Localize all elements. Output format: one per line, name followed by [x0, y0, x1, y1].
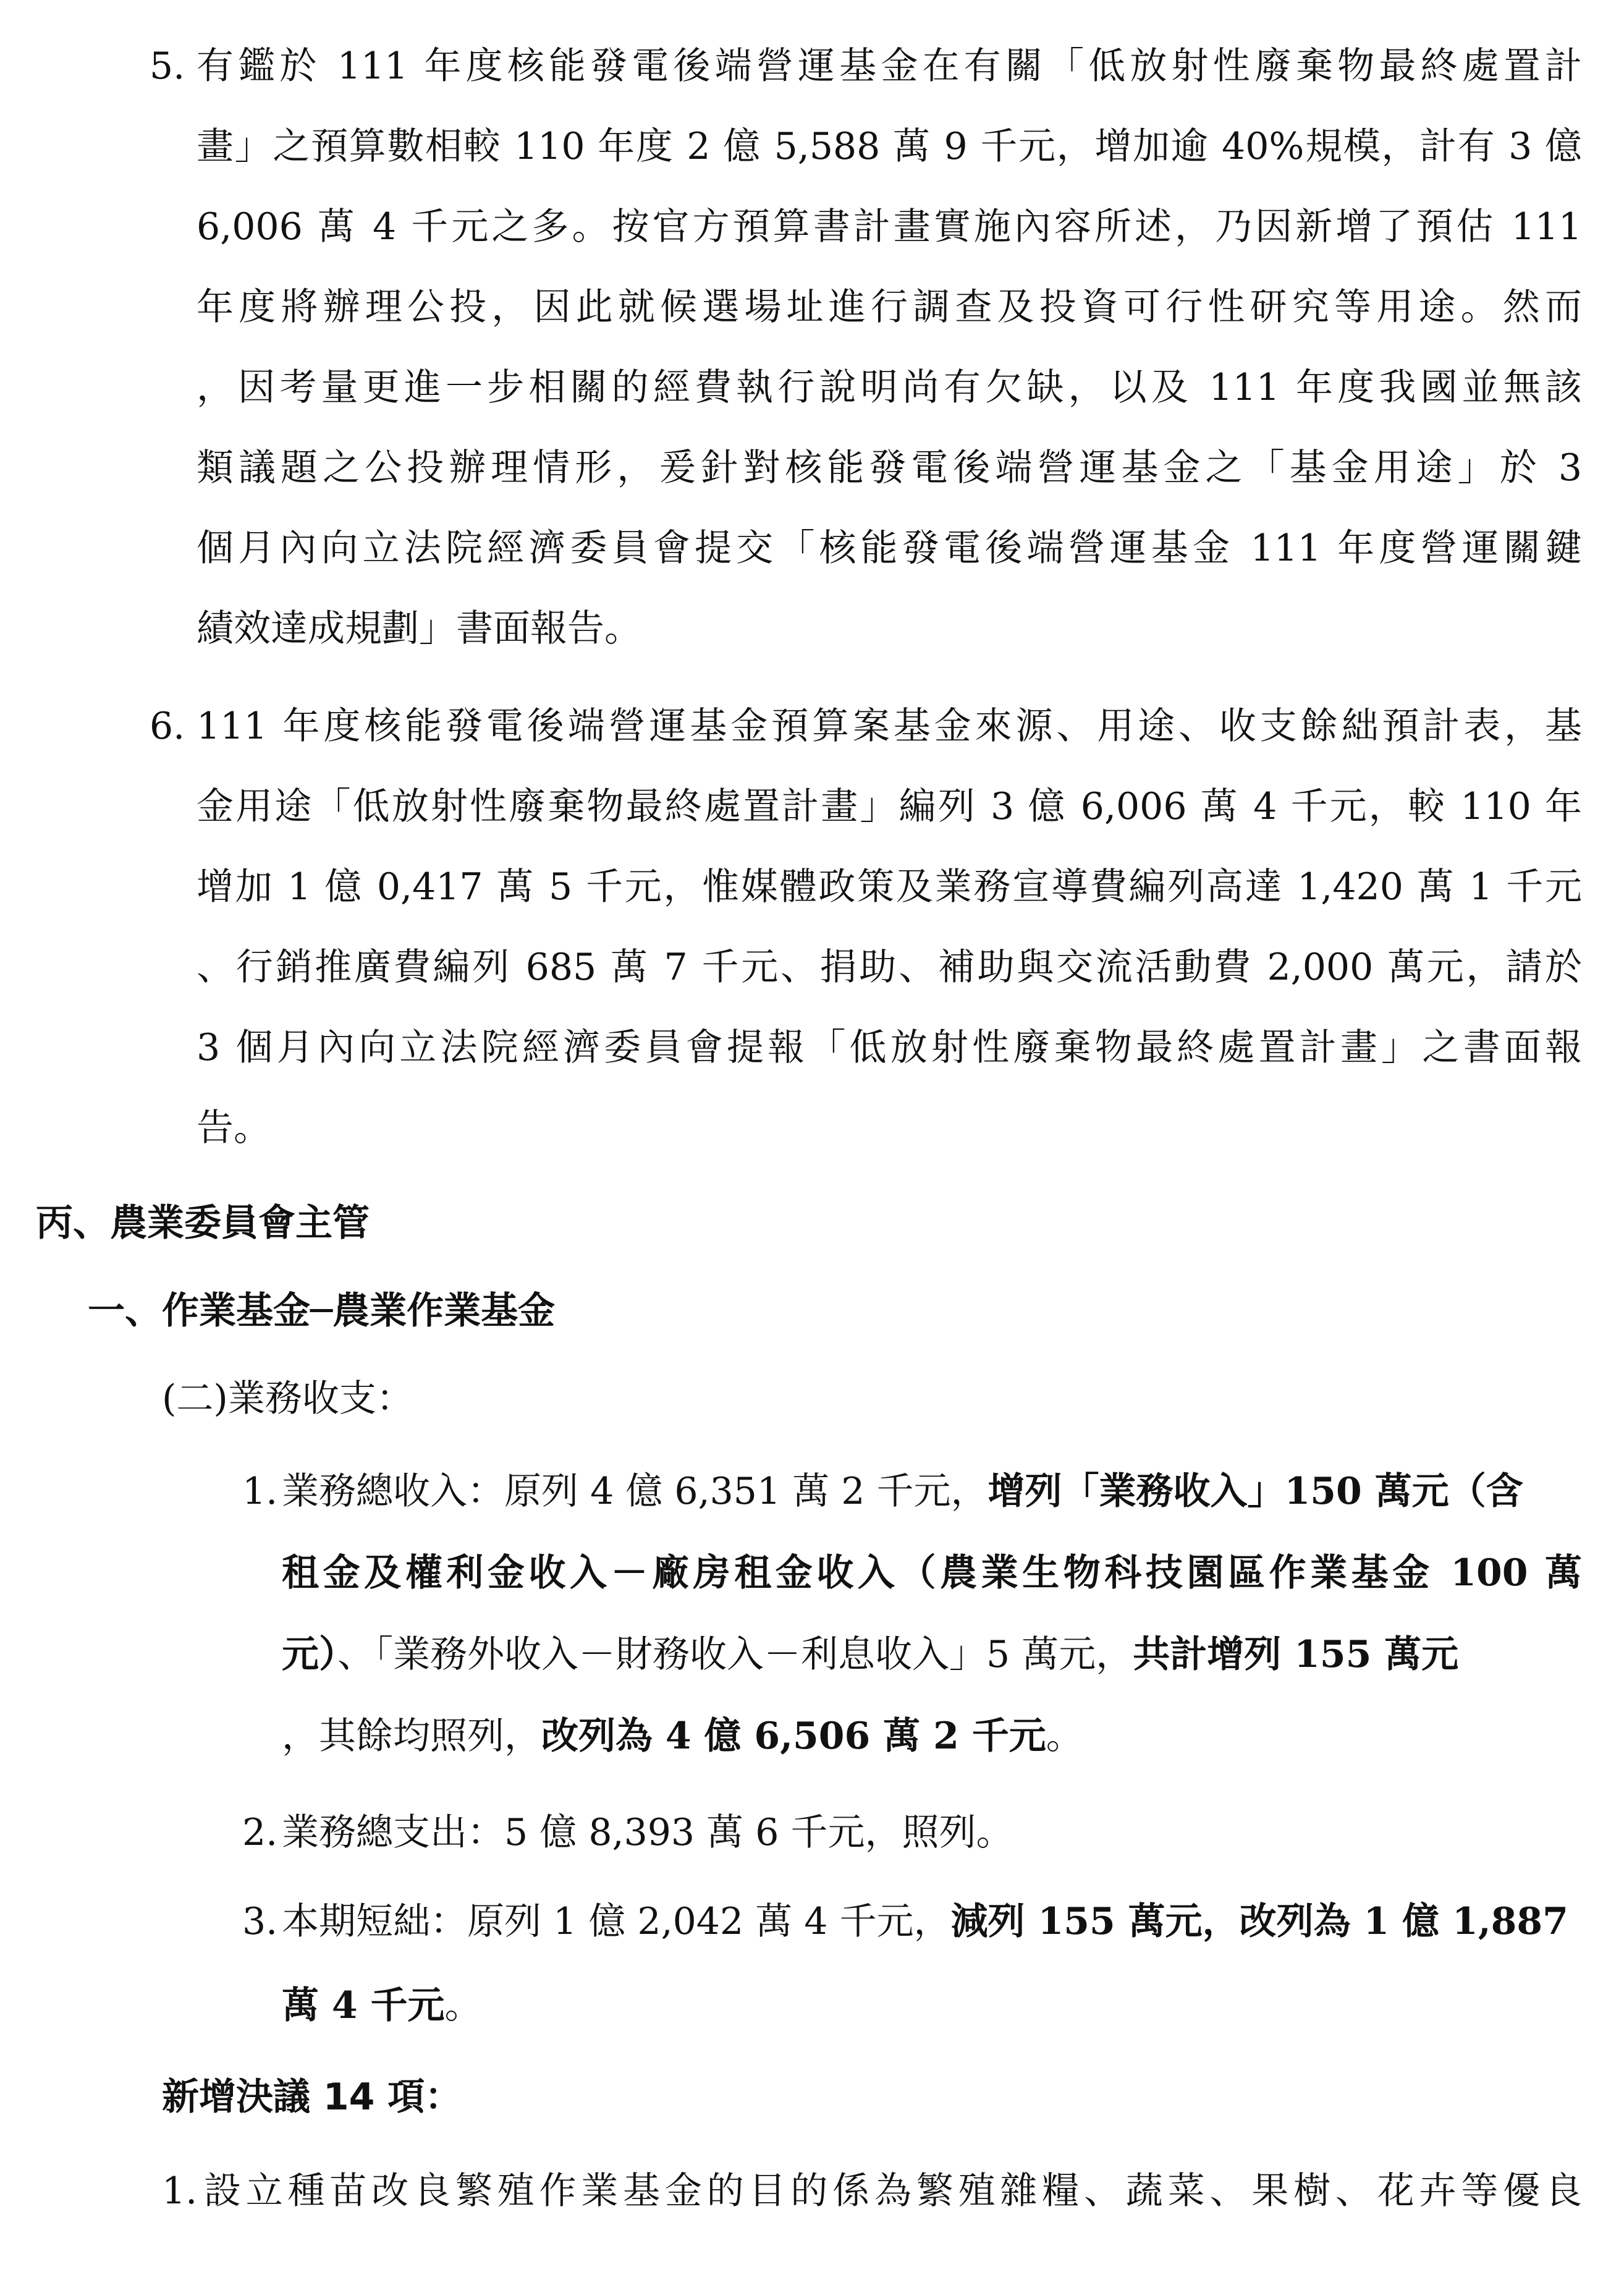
item-1-text: 、「業務外收入－財務收入－利息收入」5 萬元， [337, 1633, 1133, 1676]
heading-business-income-expense: (二)業務收支： [162, 1377, 413, 1420]
item-1-bold-text: 增列「業務收入」150 萬元（含 [988, 1470, 1523, 1513]
new-resolutions-heading: 新增決議 14 項： [162, 2075, 462, 2119]
section-5-line: 畫」之預算數相較 110 年度 2 億 5,588 萬 9 千元，增加逾 40%規模，計有 3 億 [197, 125, 1582, 168]
section-6-line: 、行銷推廣費編列 685 萬 7 千元、捐助、補助與交流活動費 2,000 萬元，請於 [197, 946, 1582, 989]
item-3-bold-text: 減列 155 萬元，改列為 1 億 1,887 [950, 1900, 1568, 1943]
item-2-number: 2. [242, 1811, 278, 1854]
heading-agriculture-fund: 一、作業基金─農業作業基金 [88, 1289, 556, 1333]
item-1-line-3 [282, 1627, 1458, 1682]
item-1-text: ，其餘均照列， [282, 1715, 541, 1758]
item-3-line-2 [282, 1978, 482, 2033]
item-3-text: 本期短絀：原列 1 億 2,042 萬 4 千元， [282, 1900, 951, 1943]
section-5-line: 績效達成規劃」書面報告。 [197, 607, 641, 650]
section-5-line: 有鑑於 111 年度核能發電後端營運基金在有關「低放射性廢棄物最終處置計 [197, 45, 1582, 88]
item-1-number: 1. [242, 1470, 278, 1513]
section-6-line: 3 個月內向立法院經濟委員會提報「低放射性廢棄物最終處置計畫」之書面報 [197, 1026, 1582, 1069]
section-5-line: 6,006 萬 4 千元之多。按官方預算書計畫實施內容所述，乃因新增了預估 111 [197, 205, 1582, 248]
item-1-text: 業務總收入：原列 4 億 6,351 萬 2 千元， [282, 1470, 988, 1513]
item-1-bold-text: 改列為 4 億 6,506 萬 2 千元 [541, 1715, 1046, 1758]
item-1-text: 。 [1046, 1715, 1083, 1758]
item-1-bold-text: 元） [282, 1633, 337, 1676]
item-3-bold-text: 萬 4 千元 [282, 1984, 445, 2027]
section-5-line: 年度將辦理公投，因此就候選場址進行調查及投資可行性研究等用途。然而 [197, 286, 1582, 329]
item-2-text: 業務總支出：5 億 8,393 萬 6 千元，照列。 [282, 1811, 1013, 1854]
section-5-line: 個月內向立法院經濟委員會提交「核能發電後端營運基金 111 年度營運關鍵 [197, 527, 1582, 570]
item-3-number: 3. [242, 1900, 278, 1943]
heading-agriculture-committee: 丙、農業委員會主管 [36, 1202, 370, 1245]
section-5-number: 5. [150, 45, 185, 88]
item-1-line-1 [282, 1464, 1523, 1519]
section-5-line: ，因考量更進一步相關的經費執行說明尚有欠缺，以及 111 年度我國並無該 [197, 366, 1582, 409]
item-1-bold-text: 共計增列 155 萬元 [1133, 1633, 1459, 1676]
section-6-line: 增加 1 億 0,417 萬 5 千元，惟媒體政策及業務宣導費編列高達 1,420 萬 1 千元 [197, 865, 1582, 909]
section-6-line: 111 年度核能發電後端營運基金預算案基金來源、用途、收支餘絀預計表，基 [197, 705, 1582, 748]
item-1-line-2: 租金及權利金收入－廠房租金收入（農業生物科技園區作業基金 100 萬 [282, 1551, 1582, 1595]
item-3-text: 。 [444, 1984, 482, 2027]
section-6-line: 告。 [197, 1106, 271, 1150]
section-5-line: 類議題之公投辦理情形，爰針對核能發電後端營運基金之「基金用途」於 3 [197, 446, 1582, 490]
resolution-1-text: 設立種苗改良繁殖作業基金的目的係為繁殖雜糧、蔬菜、果樹、花卉等優良 [204, 2169, 1582, 2213]
item-3-line-1 [282, 1894, 1568, 1949]
resolution-1-number: 1. [162, 2169, 198, 2213]
section-6-number: 6. [150, 705, 185, 748]
section-6-line: 金用途「低放射性廢棄物最終處置計畫」編列 3 億 6,006 萬 4 千元，較 110 年 [197, 785, 1582, 828]
item-1-line-4 [282, 1708, 1083, 1764]
